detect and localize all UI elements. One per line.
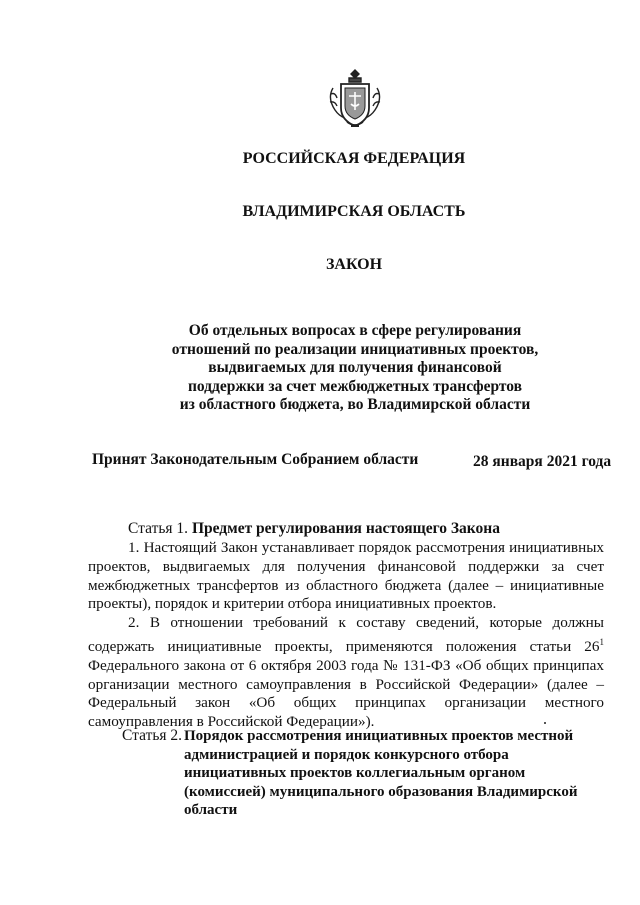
article-1-heading (128, 520, 500, 538)
scan-speck (544, 722, 546, 724)
law-title-line: из областного бюджета, во Владимирской области (179, 396, 531, 414)
article-1-line-with-sup (88, 633, 604, 657)
article-1-title: Предмет регулирования настоящего Закона (191, 520, 500, 537)
article-1-line: проекты), порядок и критерии отбора инициативных проектов. (88, 595, 497, 613)
law-title-line: отношений по реализации инициативных проектов, (171, 340, 539, 358)
country-heading: РОССИЙСКАЯ ФЕДЕРАЦИЯ (242, 150, 466, 167)
adoption-statement: Принят Законодательным Собранием области (92, 451, 419, 468)
article-superscript: 1 (599, 636, 604, 647)
article-2-title-line: (комиссией) муниципального образования Владимирской (184, 783, 578, 800)
article-2-title-line: Порядок рассмотрения инициативных проектов местной (184, 728, 574, 744)
article-1-line: самоуправления в Российской Федерации»). (88, 713, 375, 731)
article-1-line: межбюджетных трансфертов из областного бюджета (далее – инициативные (88, 576, 604, 594)
law-title (150, 322, 560, 415)
region-heading: ВЛАДИМИРСКАЯ ОБЛАСТЬ (242, 203, 466, 220)
article-2-title-line: администрацией и порядок конкурсного отбора (184, 746, 509, 763)
adoption-date: 28 января 2021 года (473, 453, 612, 470)
article-1-label: Статья 1. (128, 520, 189, 537)
article-2-title-line: области (184, 802, 238, 819)
article-1-line: 1. Настоящий Закон устанавливает порядок рассмотрения инициативных (128, 539, 604, 556)
article-1-body (88, 539, 604, 732)
article-1-line: Федерального закона от 6 октября 2003 года № 131-ФЗ «Об общих принципах (88, 656, 604, 674)
document-type-heading: ЗАКОН (325, 256, 383, 273)
coat-of-arms-emblem (325, 66, 385, 132)
law-title-line: поддержки за счет межбюджетных трансфертов (187, 377, 523, 395)
article-2-label: Статья 2. (122, 727, 183, 744)
article-1-line: проектов, выдвигаемых для получения финансовой поддержки за счет (88, 557, 604, 575)
article-1-line-text: содержать инициативные проекты, применяются положения статьи 26 (88, 637, 600, 655)
article-1-line: Федеральный закон «Об общих принципах организации местного (88, 694, 604, 712)
article-2-title-line: инициативных проектов коллегиальным органом (184, 765, 526, 782)
law-title-line: Об отдельных вопросах в сфере регулирования (188, 322, 522, 339)
article-1-line: 2. В отношении требований к составу сведений, которые должны (128, 614, 604, 632)
law-title-line: выдвигаемых для получения финансовой (208, 359, 502, 377)
article-1-line: организации местного самоуправления в Российской Федерации» (далее – (88, 675, 604, 693)
article-2-title (184, 728, 578, 820)
